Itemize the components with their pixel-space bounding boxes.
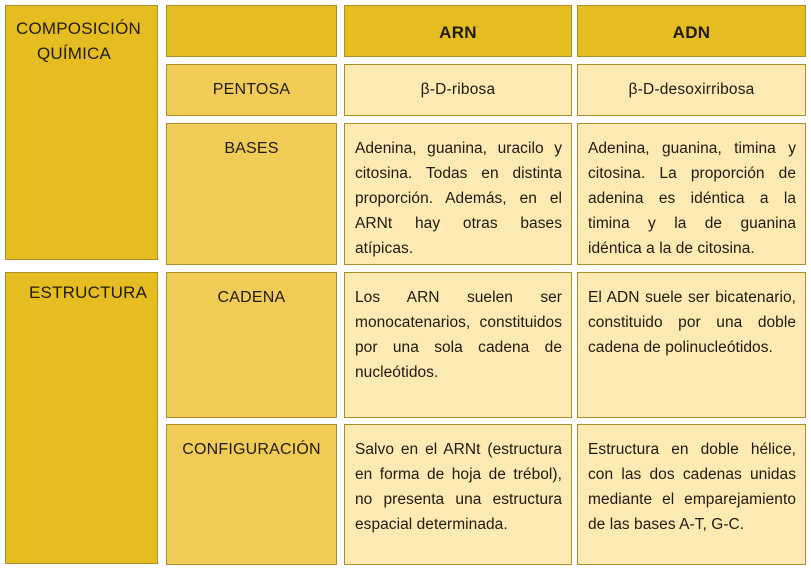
bases-adn-text: Adenina, guanina, timina y citosina. La proporción de adenina es idéntica a la timina y la de guanina idéntica a la de citosina.: [588, 140, 796, 257]
cadena-arn-cell: [344, 272, 572, 418]
cadena-adn-cell: [577, 272, 806, 418]
empty-header-cell: [166, 5, 337, 57]
cadena-adn-text: El ADN suele ser bicatenario, constituido por una doble cadena de polinucleótidos.: [588, 289, 796, 356]
pentosa-arn-cell: [344, 64, 572, 116]
bases-adn-cell: [577, 123, 806, 265]
estructura-label: [5, 272, 158, 564]
cadena-arn-text: Los ARN suelen ser monocatenarios, constituidos por una sola cadena de nucleótidos.: [355, 289, 562, 381]
estructura-text: ESTRUCTURA: [29, 283, 148, 302]
pentosa-adn-cell: [577, 64, 806, 116]
row-label-pentosa-text: PENTOSA: [212, 81, 291, 98]
column-header-arn: [344, 5, 572, 57]
row-label-bases: [166, 123, 337, 265]
pentosa-adn-text: β-D-desoxirribosa: [628, 81, 755, 98]
configuracion-arn-cell: [344, 424, 572, 565]
pentosa-arn-text: β-D-ribosa: [420, 81, 496, 98]
bases-arn-text: Adenina, guanina, uracilo y citosina. Todas en distinta proporción. Además, en el ARNt hay otras bases atípicas.: [355, 140, 562, 257]
bases-arn-cell: [344, 123, 572, 265]
row-label-configuracion-text: CONFIGURACIÓN: [182, 441, 321, 458]
row-label-bases-text: BASES: [224, 140, 279, 157]
row-label-configuracion: [166, 424, 337, 565]
row-label-cadena-text: CADENA: [217, 289, 286, 306]
row-label-pentosa: [166, 64, 337, 116]
column-header-adn-text: ADN: [672, 23, 711, 42]
row-label-cadena: [166, 272, 337, 418]
configuracion-adn-text: Estructura en doble hélice, con las dos cadenas unidas mediante el emparejamiento de las bases A-T, G-C.: [588, 441, 796, 533]
column-header-arn-text: ARN: [439, 23, 477, 42]
column-header-adn: [577, 5, 806, 57]
configuracion-arn-text: Salvo en el ARNt (estructura en forma de hoja de trébol), no presenta una estructura espacial determinada.: [355, 441, 562, 533]
composicion-quimica-label: [5, 5, 158, 260]
configuracion-adn-cell: [577, 424, 806, 565]
composicion-quimica-text: COMPOSICIÓN QUÍMICA: [16, 19, 141, 63]
